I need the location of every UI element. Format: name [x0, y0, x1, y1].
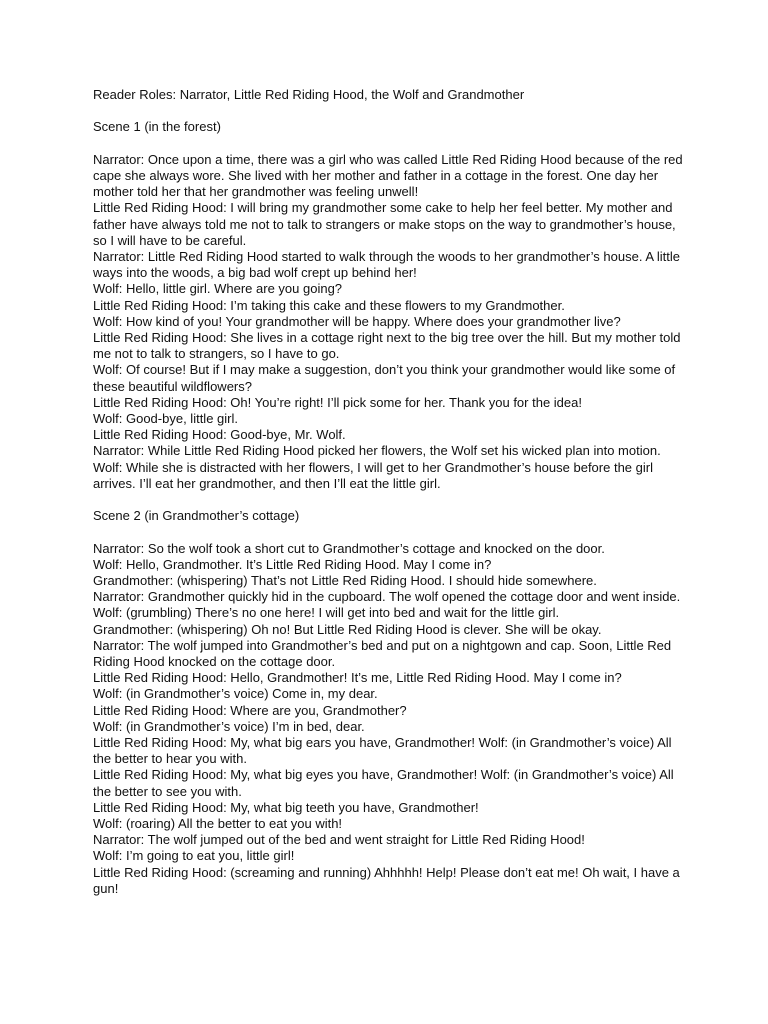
script-page — [93, 87, 683, 897]
script-line: Wolf: I’m going to eat you, little girl! — [93, 848, 295, 864]
script-line: Grandmother: (whispering) That’s not Little Red Riding Hood. I should hide somewhere. — [93, 573, 597, 589]
script-line: Narrator: The wolf jumped out of the bed and went straight for Little Red Riding Hood! — [93, 832, 585, 848]
script-line: Little Red Riding Hood: My, what big ears you have, Grandmother! Wolf: (in Grandmother’s voice) All the better to hear you with. — [93, 735, 672, 767]
script-line: Wolf: Hello, little girl. Where are you going? — [93, 281, 343, 297]
script-line: Little Red Riding Hood: Oh! You’re right! I’ll pick some for her. Thank you for the idea! — [93, 394, 582, 410]
spacer — [93, 136, 683, 152]
script-line: Little Red Riding Hood: My, what big eyes you have, Grandmother! Wolf: (in Grandmother’s voice) All the better to see you with. — [93, 767, 674, 799]
script-line: Wolf: How kind of you! Your grandmother will be happy. Where does your grandmother live? — [93, 313, 621, 329]
script-line: Little Red Riding Hood: My, what big teeth you have, Grandmother! — [93, 799, 479, 815]
script-line: Little Red Riding Hood: I’m taking this cake and these flowers to my Grandmother. — [93, 297, 565, 313]
script-line: Grandmother: (whispering) Oh no! But Little Red Riding Hood is clever. She will be okay. — [93, 621, 602, 637]
script-line: Little Red Riding Hood: Hello, Grandmother! It’s me, Little Red Riding Hood. May I come in? — [93, 670, 622, 686]
scene-2-lines — [93, 541, 683, 897]
script-line: Little Red Riding Hood: Where are you, Grandmother? — [93, 702, 407, 718]
script-line: Narrator: Grandmother quickly hid in the cupboard. The wolf opened the cottage door and went inside. — [93, 589, 681, 605]
script-line: Narrator: While Little Red Riding Hood picked her flowers, the Wolf set his wicked plan into motion. — [93, 443, 661, 459]
script-line: Wolf: (in Grandmother’s voice) I’m in bed, dear. — [93, 718, 365, 734]
script-line: Wolf: (in Grandmother’s voice) Come in, my dear. — [93, 686, 378, 702]
script-line: Wolf: (roaring) All the better to eat you with! — [93, 816, 343, 832]
scene-2-heading: Scene 2 (in Grandmother’s cottage) — [93, 508, 300, 524]
script-line: Little Red Riding Hood: Good-bye, Mr. Wolf. — [93, 427, 346, 443]
spacer — [93, 524, 683, 540]
scene-1-heading: Scene 1 (in the forest) — [93, 119, 221, 135]
script-line: Little Red Riding Hood: I will bring my grandmother some cake to help her feel better. My mother and father have always told me not to talk to strangers or make stops on the way to grandmother’s house, so I will have to be careful. — [93, 200, 676, 248]
script-line: Narrator: The wolf jumped into Grandmother’s bed and put on a nightgown and cap. Soon, Little Red Riding Hood knocked on the cottage door. — [93, 637, 672, 670]
script-line: Narrator: Little Red Riding Hood started to walk through the woods to her grandmother’s house. A little ways into the woods, a big bad wolf crept up behind her! — [93, 249, 681, 281]
spacer — [93, 103, 683, 119]
script-line: Wolf: Of course! But if I may make a suggestion, don’t you think your grandmother would like some of these beautiful wildflowers? — [93, 362, 676, 394]
script-line: Little Red Riding Hood: She lives in a cottage right next to the big tree over the hill. But my mother told me not to talk to strangers, so I have to go. — [93, 330, 681, 362]
script-line: Wolf: Hello, Grandmother. It’s Little Red Riding Hood. May I come in? — [93, 556, 492, 572]
script-line: Narrator: Once upon a time, there was a girl who was called Little Red Riding Hood because of the red cape she always wore. She lived with her mother and father in a cottage in the forest. One day her mother told her that her grandmother was feeling unwell! — [93, 151, 683, 200]
scene-1-lines — [93, 152, 683, 492]
script-line: Wolf: Good-bye, little girl. — [93, 411, 238, 427]
script-line: Narrator: So the wolf took a short cut to Grandmother’s cottage and knocked on the door. — [93, 540, 605, 556]
script-line: Wolf: (grumbling) There’s no one here! I will get into bed and wait for the little girl. — [93, 605, 560, 621]
reader-roles: Reader Roles: Narrator, Little Red Riding Hood, the Wolf and Grandmother — [93, 87, 525, 102]
script-line: Wolf: While she is distracted with her flowers, I will get to her Grandmother’s house before the girl arrives. I’ll eat her grandmother, and then I’ll eat the little girl. — [93, 459, 653, 491]
spacer — [93, 492, 683, 508]
script-line: Little Red Riding Hood: (screaming and running) Ahhhhh! Help! Please don’t eat me! Oh wait, I have a gun! — [93, 864, 680, 896]
